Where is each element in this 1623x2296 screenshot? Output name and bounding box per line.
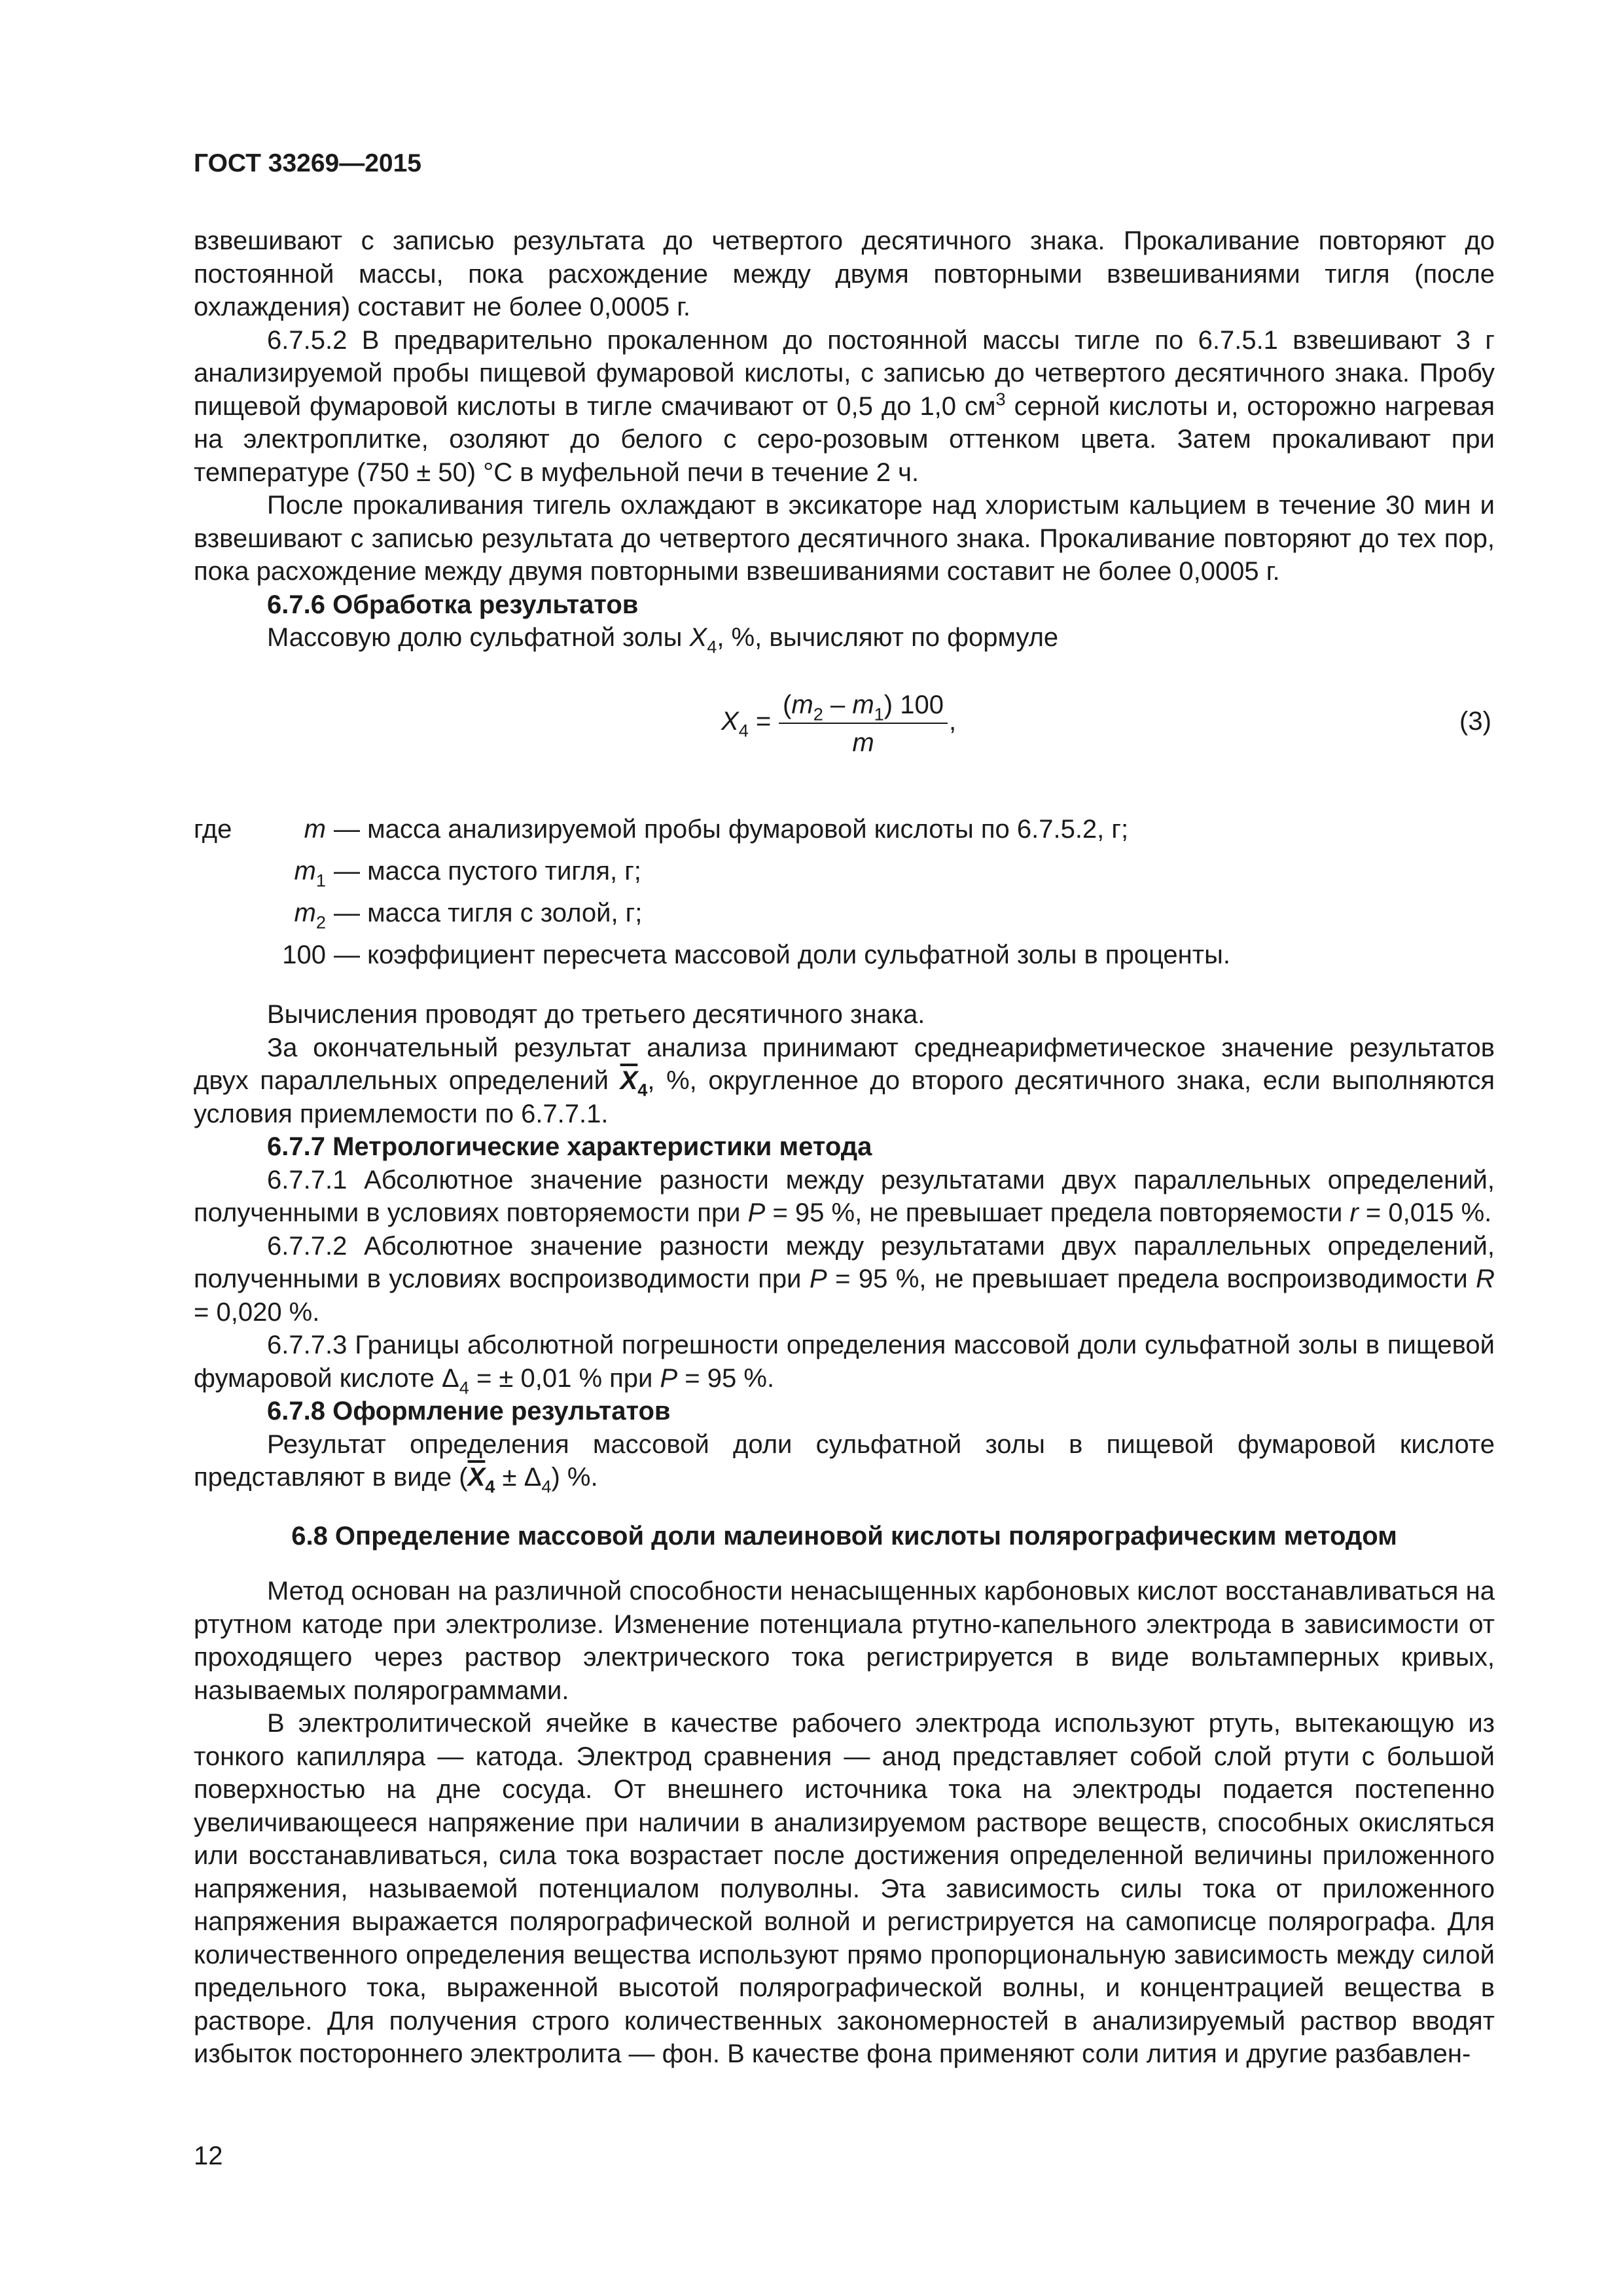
paragraph-6-7-5-2: 6.7.5.2 В предварительно прокаленном до постоянной массы тигле по 6.7.5.1 взвешивают 3 г анализируемой пробы пищевой фумаровой кислоты, с записью до четвертого десятичного знака. Пробу пищевой фумаровой кислоты в тигле смачивают от 0,5 до 1,0 $см^3$ серной кислоты и, осторожно нагревая на электроплитке, озоляют до белого с серо-розовым оттенком цвета. Затем прокаливают при температуре (750 ± 50) °С в муфельной печи в течение 2 ч. xyxy=(194,325,1495,487)
paragraph-6-7-7-1: 6.7.7.1 Абсолютное значение разности между результатами двух параллельных определений, полученными в условиях повторяемости при P = 95 %, не превышает предела повторяемости r = 0,015 %. xyxy=(194,1165,1495,1227)
paragraph-final-result: За окончательный результат анализа принимают среднеарифметическое значение результатов двух параллельных определений $\overline{X}_4$, %, округленное до второго десятичного знака, если выполняются условия приемлемости по 6.7.7.1. xyxy=(194,1033,1495,1128)
formula-comma: , xyxy=(949,707,957,736)
formula-fraction xyxy=(779,687,948,759)
paragraph-continuation: взвешивают с записью результата до четвертого десятичного знака. Прокаливание повторяют до постоянной массы, пока расхождение между двумя повторными взвешиваниями тигля (после охлаждения) составит не более 0,0005 г. xyxy=(194,226,1495,321)
where-label: где xyxy=(194,815,232,844)
document-page: ГОСТ 33269—2015 взвешивают с записью результата до четвертого десятичного знака. Прокаливание повторяют до постоянной массы, пока расхождение между двумя повторными взвешиваниями тигля (после охлаждения) составит не более 0,0005 г. 6.7.5.2 В предварительно прокаленном до постоянной массы тигле по 6.7.5.1 взвешивают 3 г анализируемой пробы пищевой фумаровой кислоты, с записью до четвертого десятичного знака. Пробу пищевой фумаровой кислоты в тигле смачивают от 0,5 до 1,0 $см^3$ серной кислоты и, осторожно нагревая на электроплитке, озоляют до белого с серо-розовым оттенком цвета. Затем прокаливают при температуре (750 ± 50) °С в муфельной печи в течение 2 ч. После прокаливания тигель охлаждают в эксикаторе над хлористым кальцием в течение 30 мин и взвешивают с записью результата до четвертого десятичного знака. Прокаливание повторяют до тех пор, пока расхождение между двумя повторными взвешиваниями составит не более 0,0005 г. 6.7.6 Обработка результатов Массовую долю сульфатной золы $X_4$, %, вычисляют по формуле $X_4$ = $(m_2 - m_1)$ 100 m , (3) где m — масса анализируемой пробы фумаровой кислоты по 6.7.5.2, г; $m_1$ — масса пустого тигля, г; $m_2$ — масса тигля с золой, г; 100 — коэффициент пересчета массовой доли сульфатной золы в проценты. Вычисления проводят до третьего десятичного знака. За окончательный результат анализа принимают среднеарифметическое значение результатов двух параллельных определений $\overline{X}_4$, %, округленное до второго десятичного знака, если выполняются условия приемлемости по 6.7.7.1. 6.7.7 Метрологические характеристики метода 6.7.7.1 Абсолютное значение разности между результатами двух параллельных определений, полученными в условиях повторяемости при P = 95 %, не превышает предела повторяемости r = 0,015 %. 6.7.7.2 Абсолютное значение разности между результатами двух параллельных определений, полученными в условиях воспроизводимости при P = 95 %, не превышает предела воспроизводимости R = 0,020 %. 6.7.7.3 Границы абсолютной погрешности определения массовой доли сульфатной золы в пищевой фумаровой кислоте $\Delta_4$ = ± 0,01 % при P = 95 %. 6.7.8 Оформление результатов Результат определения массовой доли сульфатной золы в пищевой фумаровой кислоте представляют в виде $(\overline{X}_4 \pm \Delta_4)$ %. 6.8 Определение массовой доли малеиновой кислоты полярографическим методом Метод основан на различной способности ненасыщенных карбоновых кислот восстанавливаться на ртутном катоде при электролизе. Изменение потенциала ртутно-капельного электрода в зависимости от проходящего через раствор электрического тока регистрируется в виде вольтамперных кривых, называемых полярограммами. В электролитической ячейке в качестве рабочего электрода используют ртуть, вытекающую из тонкого капилляра — катода. Электрод сравнения — анод представляет собой слой ртути с большой поверхностью на дне сосуда. От внешнего источника тока на электроды подается постепенно увеличивающееся напряжение при наличии в анализируемом растворе веществ, способных окисляться или восстанавливаться, сила тока возрастает после достижения определенной величины приложенного напряжения, называемой потенциалом полуволны. Эта зависимость силы тока от приложенного напряжения выражается полярографической волной и регистрируется на самописце полярографа. Для количественного определения вещества используют прямо пропорциональную зависимость между силой предельного тока, выраженной высотой полярографической волны, и концентрацией вещества в растворе. Для получения строго количественных закономерностей в анализируемый раствор вводят избыток постороннего электролита — фон. В качестве фона применяют соли лития и другие разбавлен- 12 xyxy=(0,0,1623,2296)
heading-6-7-8: 6.7.8 Оформление результатов xyxy=(267,1397,671,1426)
formula-number: (3) xyxy=(1459,707,1491,736)
heading-6-8: 6.8 Определение массовой доли малеиновой кислоты полярографическим методом xyxy=(291,1522,1397,1551)
heading-6-7-7: 6.7.7 Метрологические характеристики метода xyxy=(267,1132,872,1161)
section-6-8-heading-block xyxy=(194,1520,1495,1553)
formula-lhs: $X_4$ = xyxy=(721,707,772,741)
paragraph-6-7-7-2: 6.7.7.2 Абсолютное значение разности между результатами двух параллельных определений, полученными в условиях воспроизводимости при P = 95 %, не превышает предела воспроизводимости R = 0,020 %. xyxy=(194,1231,1495,1327)
paragraph-formula-intro: Массовую долю сульфатной золы $X_4$, %, вычисляют по формуле xyxy=(267,623,1059,657)
heading-6-7-6: 6.7.6 Обработка результатов xyxy=(267,590,639,619)
paragraph-6-7-7-3: 6.7.7.3 Границы абсолютной погрешности определения массовой доли сульфатной золы в пищевой фумаровой кислоте $\Delta_4$ = ± 0,01 % при P = 95 %. xyxy=(194,1331,1495,1397)
page-number: 12 xyxy=(194,2142,223,2170)
top-text-block xyxy=(194,224,1495,655)
paragraph-calculation-precision: Вычисления проводят до третьего десятичного знака. xyxy=(267,1000,925,1029)
paragraph-method-basis: Метод основан на различной способности ненасыщенных карбоновых кислот восстанавливаться на ртутном катоде при электролизе. Изменение потенциала ртутно-капельного электрода в зависимости от проходящего через раствор электрического тока регистрируется в виде вольтамперных кривых, называемых полярограммами. xyxy=(194,1577,1495,1705)
section-6-8-body xyxy=(194,1575,1495,2071)
paragraph-result-format: Результат определения массовой доли сульфатной золы в пищевой фумаровой кислоте представляют в виде $(\overline{X}_4 \pm \Delta_4)$ %. xyxy=(194,1429,1495,1497)
formula-denominator: m xyxy=(852,728,874,757)
formula-numerator: $(m_2 - m_1)$ 100 xyxy=(783,691,944,725)
middle-text-block xyxy=(194,998,1495,1497)
paragraph-after-calcination: После прокаливания тигель охлаждают в эксикаторе над хлористым кальцием в течение 30 мин и взвешивают с записью результата до четвертого десятичного знака. Прокаливание повторяют до тех пор, пока расхождение между двумя повторными взвешиваниями составит не более 0,0005 г. xyxy=(194,491,1495,586)
paragraph-electrolytic-cell: В электролитической ячейке в качестве рабочего электрода используют ртуть, вытекающую из тонкого капилляра — катода. Электрод сравнения — анод представляет собой слой ртути с большой поверхностью на дне сосуда. От внешнего источника тока на электроды подается постепенно увеличивающееся напряжение при наличии в анализируемом растворе веществ, способных окисляться или восстанавливаться, сила тока возрастает после достижения определенной величины приложенного напряжения, называемой потенциалом полуволны. Эта зависимость силы тока от приложенного напряжения выражается полярографической волной и регистрируется на самописце полярографа. Для количественного определения вещества используют прямо пропорциональную зависимость между силой предельного тока, выраженной высотой полярографической волны, и концентрацией вещества в растворе. Для получения строго количественных закономерностей в анализируемый раствор вводят избыток постороннего электролита — фон. В качестве фона применяют соли лития и другие разбавлен- xyxy=(194,1709,1495,2068)
document-header: ГОСТ 33269—2015 xyxy=(194,149,421,177)
